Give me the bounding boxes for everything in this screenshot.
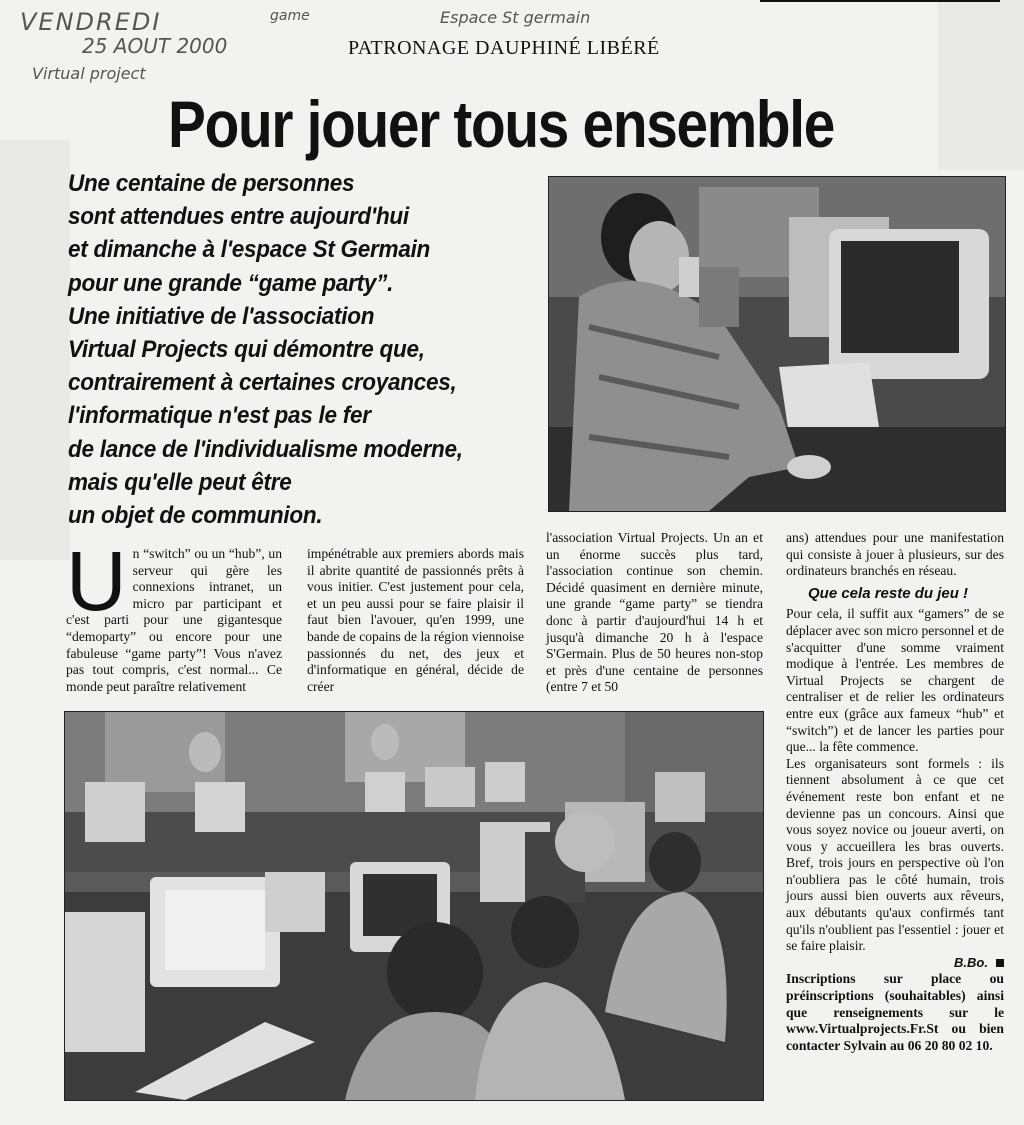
handwritten-date: 25 AOUT 2000	[82, 34, 228, 58]
kicker: PATRONAGE DAUPHINÉ LIBÉRÉ	[348, 37, 660, 59]
lead-line: et dimanche à l'espace St Germain	[68, 236, 431, 264]
registration-info: Inscriptions sur place ou préinscriptions (souhaitables) ainsi que renseignements sur le www.Virtualprojects.Fr.St ou bien contacter Sylvain au 06 20 80 02 10.	[786, 971, 1004, 1053]
lead-line: sont attendues entre aujourd'hui	[68, 203, 409, 231]
photo-player-at-computer	[548, 176, 1006, 512]
handwritten-place: Espace St germain	[440, 8, 591, 27]
article-column-1	[66, 534, 282, 695]
lead-line: Virtual Projects qui démontre que,	[68, 336, 425, 364]
signature-text: B.Bo.	[954, 954, 988, 970]
handwritten-project: Virtual project	[32, 64, 146, 83]
lead-line: de lance de l'individualisme moderne,	[68, 435, 463, 463]
bleed-through-left	[0, 140, 70, 560]
lead-line: contrairement à certaines croyances,	[68, 369, 457, 397]
handwritten-game: game	[270, 8, 310, 24]
lead-line: mais qu'elle peut être	[68, 468, 292, 496]
article-column-3	[546, 530, 763, 696]
lead-line: Une initiative de l'association	[68, 302, 375, 330]
column-4-paragraph: Pour cela, il suffit aux “gamers” de se déplacer avec son micro personnel et de s'acquitter d'une somme vraiment modique à l'entrée. Les membres de Virtual Projects se chargent de centraliser et de relier les ordinateurs entre eux (grâce aux fameux “hub” et “switch”) et de lancer les parties pour que... la fête commence.	[786, 606, 1004, 755]
photo-lan-party-room	[64, 711, 764, 1101]
bleed-through-right	[938, 0, 1024, 170]
column-4-intro: ans) attendues pour une manifestation qui consiste à jouer à plusieurs, sur des ordinateurs branchés en réseau.	[786, 530, 1004, 579]
column-4-paragraph: Les organisateurs sont formels : ils tiennent absolument à ce que cet événement reste bon enfant et ne devienne pas un concours. Ainsi que vous soyez novice ou joueur averti, on vous y accueillera les bras ouverts. Bref, trois jours en perspective où l'on n'oubliera pas le côté humain, trois jours aussi bien ouverts aux rêveurs, aux débutants qu'aux confirmés tant qu'ils n'oublient pas l'essentiel : jouer et se faire plaisir.	[786, 755, 1004, 954]
lead-line: l'informatique n'est pas le fer	[68, 402, 371, 430]
lead-paragraph	[68, 167, 558, 532]
handwritten-day: VENDREDI	[20, 8, 162, 36]
lead-line: un objet de communion.	[68, 502, 323, 530]
lead-line: pour une grande “game party”.	[68, 269, 394, 297]
article-column-2	[307, 546, 524, 695]
lead-line: Une centaine de personnes	[68, 170, 355, 197]
column-3-text: l'association Virtual Projects. Un an et un énorme succès plus tard, l'association continue son chemin. Décidé quasiment en dernière minute, une grande “game party” se tiendra donc à partir d'aujourd'hui 14 h et jusqu'à dimanche 20 h à l'espace S'Germain. Plus de 50 heures non-stop et près d'une centaine de personnes (entre 7 et 50	[546, 530, 763, 695]
end-mark-icon	[996, 959, 1004, 967]
headline: Pour jouer tous ensemble	[168, 87, 835, 161]
column-1-text: n “switch” ou un “hub”, un serveur qui gère les connexions intranet, un micro par participant et c'est parti pour une gigantesque “demoparty” ou encore pour une fabuleuse “game party”! Vous n'avez pas tout compris, c'est normal... Ce monde peut paraître relativement	[66, 546, 282, 694]
column-2-text: impénétrable aux premiers abords mais il abrite quantité de passionnés prêts à vous initier. C'est justement pour cela, et un peu aussi pour se faire plaisir il faut bien l'avouer, qu'en 1999, une bande de copains de la région viennoise passionnés du net, des jeux et d'informatique en général, décide de créer	[307, 546, 524, 694]
signature	[786, 955, 1004, 972]
top-rule	[760, 0, 1000, 2]
article-column-4	[786, 530, 1004, 1054]
dropcap: U	[66, 534, 127, 628]
subheading: Que cela reste du jeu !	[808, 584, 969, 602]
